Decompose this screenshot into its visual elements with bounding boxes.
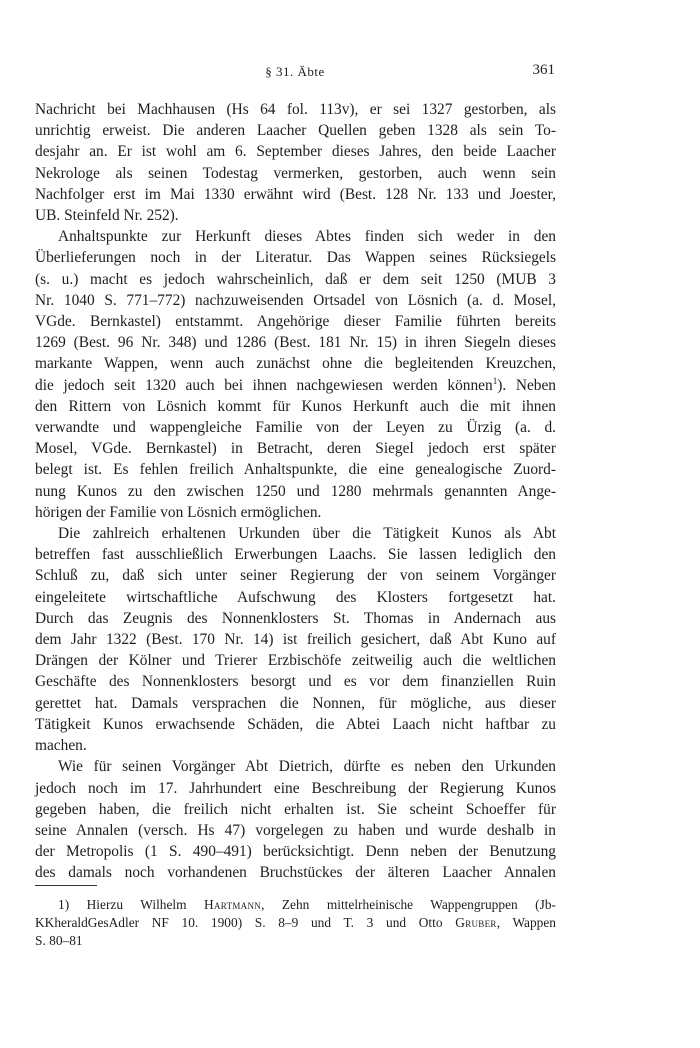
text-line: desjahr an. Er ist wohl am 6. September dieses Jahres, den beide Laacher [35, 143, 556, 161]
text-line: Nachfolger erst im Mai 1330 erwähnt wird (Best. 128 Nr. 133 und Joester, [35, 185, 556, 203]
text-line: Wie für seinen Vorgänger Abt Dietrich, dürfte es neben den Urkunden [58, 758, 556, 776]
text-line: jedoch noch im 17. Jahrhundert eine Beschreibung der Regierung Kunos [35, 779, 556, 797]
text-line: den Rittern von Lösnich kommt für Kunos Herkunft auch die mit ihnen [35, 397, 556, 415]
text-line: Tätigkeit Kunos erwachsende Schäden, die Abtei Laach nicht haftbar zu [35, 715, 556, 733]
text-line: Anhaltspunkte zur Herkunft dieses Abtes finden sich weder in den [58, 228, 556, 246]
text-line: belegt ist. Es fehlen freilich Anhaltspunkte, die eine genealogische Zuord- [35, 461, 556, 479]
footnote-line: KKheraldGesAdler NF 10. 1900) S. 8–9 und T. 3 und Otto Gruber, Wappen [35, 915, 556, 931]
page-number: 361 [532, 62, 555, 78]
text-fragment: ). Neben [497, 376, 556, 394]
text-line: nung Kunos zu den zwischen 1250 und 1280 mehrmals genannten Ange- [35, 482, 556, 500]
running-header [35, 64, 555, 84]
paragraph [35, 756, 556, 883]
author-name: Gruber [455, 915, 497, 931]
text-line: des damals noch vorhandenen Bruchstückes der älteren Laacher Annalen [35, 864, 556, 882]
text-line: dem Jahr 1322 (Best. 170 Nr. 14) ist freilich gesichert, daß Abt Kuno auf [35, 631, 556, 649]
text-line: VGde. Bernkastel) entstammt. Angehörige dieser Familie führten bereits [35, 313, 556, 331]
footnote-line: 1) Hierzu Wilhelm Hartmann, Zehn mittelrheinische Wappengruppen (Jb- [58, 897, 556, 912]
text-line: eingeleitete wirtschaftliche Aufschwung des Klosters fortgesetzt hat. [35, 588, 556, 606]
text-line: Überlieferungen noch in der Literatur. Das Wappen seines Rücksiegels [35, 249, 556, 267]
text-line: unrichtig erweist. Die anderen Laacher Quellen geben 1328 als sein To- [35, 122, 556, 140]
text-line: gerettet hat. Damals versprachen die Nonnen, für mögliche, aus dieser [35, 694, 556, 712]
paragraph [35, 226, 556, 523]
footnote-divider [35, 885, 97, 886]
footnote-line: S. 80–81 [35, 933, 83, 949]
text-line: Nekrologe als seinen Todestag vermerken, gestorben, auch wenn sein [35, 164, 556, 182]
footnote-ref[interactable]: 1 [492, 375, 498, 386]
footnote-marker: 1) [58, 897, 70, 912]
text-line: Nachricht bei Machhausen (Hs 64 fol. 113v), er sei 1327 gestorben, als [35, 101, 556, 118]
text-line: betreffen fast ausschließlich Erwerbungen Laachs. Sie lassen lediglich den [35, 546, 556, 564]
text-line: hörigen der Familie von Lösnich ermöglichen. [35, 503, 322, 521]
text-line: markante Wappen, wenn auch zunächst ohne die begleitenden Kreuzchen, [35, 355, 556, 373]
text-fragment: die jedoch seit 1320 auch bei ihnen nachgewiesen werden können [35, 376, 493, 394]
running-title: § 31. Äbte [265, 64, 325, 79]
main-text [35, 99, 556, 884]
text-line: (s. u.) macht es jedoch wahrscheinlich, daß er dem seit 1250 (MUB 3 [35, 270, 556, 288]
text-line: gegeben haben, die freilich nicht erhalten ist. Sie scheint Schoeffer für [35, 800, 556, 818]
text-line: Mosel, VGde. Bernkastel) in Betracht, deren Siegel jedoch erst später [35, 440, 556, 458]
text-line: Drängen der Kölner und Trierer Erzbischöfe zeitweilig auch die weltlichen [35, 652, 556, 670]
text-line: Schluß zu, daß sich unter seiner Regierung der von seinem Vorgänger [35, 567, 556, 585]
text-line: Durch das Zeugnis des Nonnenklosters St. Thomas in Andernach aus [35, 609, 556, 627]
text-line: seine Annalen (versch. Hs 47) vorgelegen zu haben und wurde deshalb in [35, 821, 556, 839]
paragraph [35, 523, 556, 756]
text-line: machen. [35, 737, 87, 755]
author-name: Hartmann [204, 897, 262, 912]
text-line: UB. Steinfeld Nr. 252). [35, 207, 179, 225]
text-line: verwandte und wappengleiche Familie von der Leyen zu Ürzig (a. d. [35, 419, 556, 437]
paragraph [35, 99, 556, 226]
text-line-with-footnote [35, 375, 556, 396]
text-line: Die zahlreich erhaltenen Urkunden über die Tätigkeit Kunos als Abt [58, 525, 556, 543]
text-line: 1269 (Best. 96 Nr. 348) und 1286 (Best. 181 Nr. 15) in ihren Siegeln dieses [35, 334, 556, 352]
text-line: Geschäfte des Nonnenklosters besorgt und es vor dem finanziellen Ruin [35, 673, 556, 691]
text-line: der Metropolis (1 S. 490–491) berücksichtigt. Denn neben der Benutzung [35, 843, 556, 861]
footnote [35, 896, 556, 951]
text-line: Nr. 1040 S. 771–772) nachzuweisenden Ortsadel von Lösnich (a. d. Mosel, [35, 291, 556, 309]
